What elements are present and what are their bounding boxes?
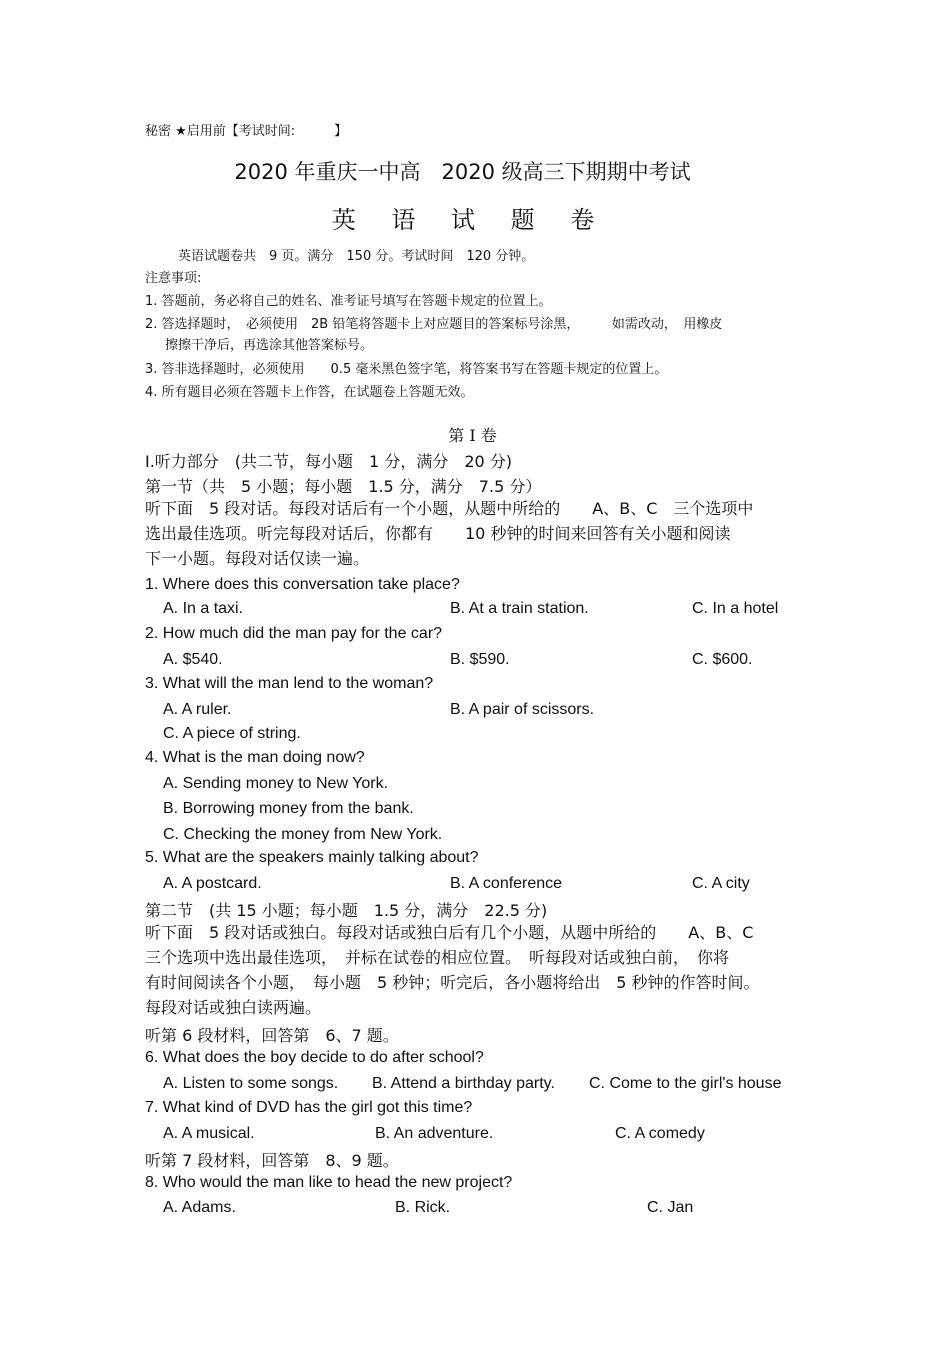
note-item: 2. 答选择题时， 必须使用 2B 铅笔将答题卡上对应题目的答案标号涂黑， 如需改动， 用橡皮 xyxy=(145,317,723,332)
material-heading: 听第 7 段材料，回答第 8、9 题。 xyxy=(145,1151,399,1170)
option-b: B. Borrowing money from the bank. xyxy=(163,800,414,817)
exam-title: 2020 年重庆一中高 2020 级高三下期期中考试 xyxy=(234,160,691,184)
option-b: B. A pair of scissors. xyxy=(450,701,595,718)
question-text: 5. What are the speakers mainly talking about? xyxy=(145,849,479,866)
option-b: B. An adventure. xyxy=(375,1125,494,1142)
section1-heading: 第一节（共 5 小题；每小题 1.5 分，满分 7.5 分） xyxy=(145,477,542,496)
option-c: C. $600. xyxy=(692,651,753,668)
question-text: 8. Who would the man like to head the new project? xyxy=(145,1174,513,1191)
option-c: C. A comedy xyxy=(615,1125,705,1142)
option-b: B. $590. xyxy=(450,651,510,668)
section1-instructions xyxy=(145,496,810,571)
note-item: 1. 答题前，务必将自己的姓名、准考证号填写在答题卡规定的位置上。 xyxy=(145,294,552,309)
option-c: C. Checking the money from New York. xyxy=(163,826,443,843)
question-text: 3. What will the man lend to the woman? xyxy=(145,675,434,692)
option-a: A. $540. xyxy=(163,651,223,668)
question-text: 4. What is the man doing now? xyxy=(145,749,365,766)
option-a: A. In a taxi. xyxy=(163,600,244,617)
instruction-line: 听下面 5 段对话。每段对话后有一个小题，从题中所给的 A、B、C 三个选项中 xyxy=(145,499,754,518)
exam-subtitle: 英 语 试 题 卷 xyxy=(331,206,609,234)
option-a: A. Sending money to New York. xyxy=(163,775,389,792)
instruction-line: 听下面 5 段对话或独白。每段对话或独白后有几个小题，从题中所给的 A、B、C xyxy=(145,923,754,942)
exam-intro: 英语试题卷共 9 页。满分 150 分。考试时间 120 分钟。 xyxy=(178,249,535,264)
option-b: B. Attend a birthday party. xyxy=(372,1075,555,1092)
question-text: 2. How much did the man pay for the car? xyxy=(145,625,443,642)
instruction-line: 下一小题。每段对话仅读一遍。 xyxy=(145,549,370,568)
option-a: A. A ruler. xyxy=(163,701,232,718)
option-a: A. A postcard. xyxy=(163,875,262,892)
section2-heading: 第二节 (共 15 小题；每小题 1.5 分，满分 22.5 分) xyxy=(145,901,548,920)
option-b: B. At a train station. xyxy=(450,600,589,617)
option-b: B. A conference xyxy=(450,875,563,892)
material-heading: 听第 6 段材料，回答第 6、7 题。 xyxy=(145,1026,399,1045)
note-item: 3. 答非选择题时，必须使用 0.5 毫米黑色签字笔，将答案书写在答题卡规定的位置上。 xyxy=(145,362,668,377)
question-text: 7. What kind of DVD has the girl got this time? xyxy=(145,1099,473,1116)
question-text: 6. What does the boy decide to do after school? xyxy=(145,1049,484,1066)
volume-heading: 第 I 卷 xyxy=(448,426,497,445)
option-c: C. A piece of string. xyxy=(163,725,301,742)
instruction-line: 有时间阅读各个小题， 每小题 5 秒钟；听完后，各小题将给出 5 秒钟的作答时间。 xyxy=(145,973,760,992)
option-c: C. Come to the girl's house xyxy=(589,1075,782,1092)
option-c: C. A city xyxy=(692,875,750,892)
option-c: C. In a hotel xyxy=(692,600,779,617)
option-a: A. Adams. xyxy=(163,1199,236,1216)
option-c: C. Jan xyxy=(647,1199,694,1216)
option-a: A. Listen to some songs. xyxy=(163,1075,339,1092)
note-item: 擦擦干净后，再选涂其他答案标号。 xyxy=(165,338,374,353)
note-item: 4. 所有题目必须在答题卡上作答，在试题卷上答题无效。 xyxy=(145,385,474,400)
option-a: A. A musical. xyxy=(163,1125,255,1142)
secret-label: 秘密 ★启用前【考试时间: 】 xyxy=(145,124,348,139)
section2-instructions xyxy=(145,920,810,1020)
instruction-line: 选出最佳选项。听完每段对话后，你都有 10 秒钟的时间来回答有关小题和阅读 xyxy=(145,524,731,543)
option-b: B. Rick. xyxy=(395,1199,451,1216)
instruction-line: 三个选项中选出最佳选项， 并标在试卷的相应位置。 听每段对话或独白前， 你将 xyxy=(145,948,730,967)
question-text: 1. Where does this conversation take place? xyxy=(145,576,460,593)
notes-heading: 注意事项: xyxy=(145,271,202,286)
instruction-line: 每段对话或独白读两遍。 xyxy=(145,998,322,1017)
part1-heading: Ⅰ.听力部分 (共二节，每小题 1 分，满分 20 分) xyxy=(145,452,513,471)
